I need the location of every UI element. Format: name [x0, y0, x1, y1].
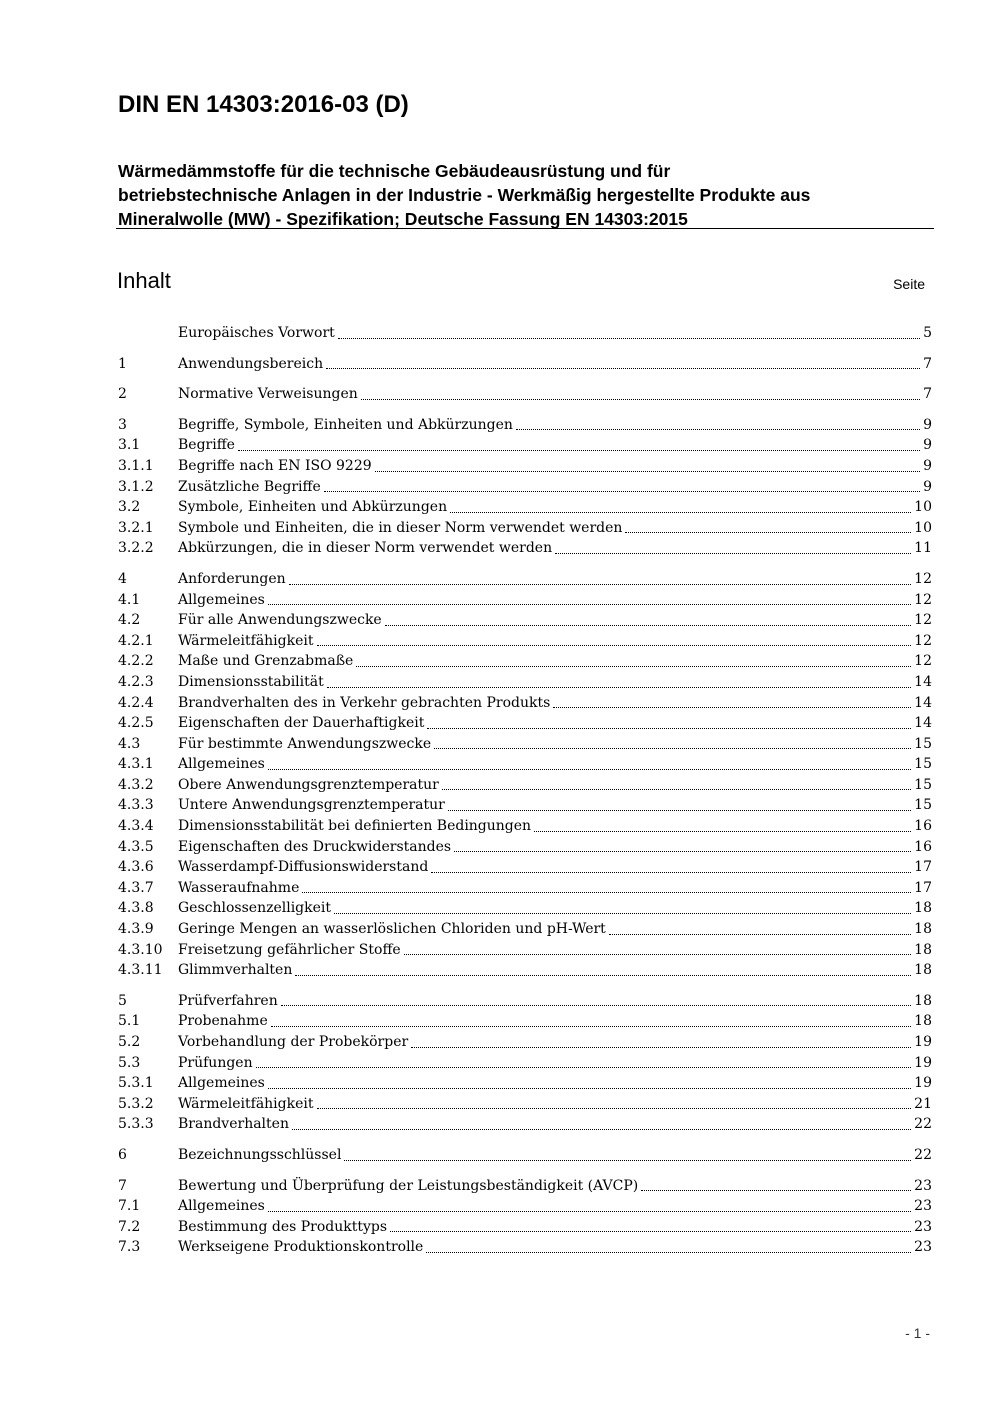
- toc-entry[interactable]: [118, 837, 932, 858]
- toc-dot-leader: [434, 734, 913, 755]
- toc-entry-title: Wasserdampf-Diffusionswiderstand: [178, 859, 429, 876]
- toc-entry-title: Geringe Mengen an wasserlöslichen Chloriden und pH-Wert: [178, 921, 606, 938]
- toc-entry[interactable]: [118, 651, 932, 672]
- toc-entry[interactable]: [118, 857, 932, 878]
- toc-entry-title: Dimensionsstabilität bei definierten Bedingungen: [178, 818, 532, 835]
- toc-dot-leader: [641, 1176, 913, 1197]
- toc-entry-page: 23: [914, 1218, 932, 1235]
- toc-entry-number: 7.1: [118, 1198, 141, 1215]
- toc-entry-page: 22: [914, 1146, 932, 1163]
- toc-entry-title: Prüfverfahren: [178, 992, 278, 1009]
- toc-entry[interactable]: [118, 754, 932, 775]
- toc-entry-page: 10: [914, 499, 932, 516]
- toc-section-group: [118, 991, 932, 1135]
- toc-entry[interactable]: [118, 1011, 932, 1032]
- toc-entry-page: 23: [914, 1198, 932, 1215]
- toc-entry-number: 4.3: [118, 735, 141, 752]
- toc-entry-page: 15: [914, 797, 932, 814]
- toc-entry-page: 15: [914, 776, 932, 793]
- toc-dot-leader: [256, 1053, 914, 1074]
- toc-entry-title: Bewertung und Überprüfung der Leistungsbeständigkeit (AVCP): [178, 1177, 639, 1194]
- toc-entry-number: 5.3: [118, 1054, 141, 1071]
- toc-dot-leader: [324, 477, 922, 498]
- toc-entry[interactable]: [118, 497, 932, 518]
- toc-entry[interactable]: [118, 1145, 932, 1166]
- toc-entry[interactable]: [118, 991, 932, 1012]
- document-title: DIN EN 14303:2016-03 (D): [118, 91, 409, 118]
- toc-entry-number: 1: [118, 355, 127, 372]
- toc-entry-title: Freisetzung gefährlicher Stoffe: [178, 941, 401, 958]
- toc-entry[interactable]: [118, 795, 932, 816]
- toc-entry-number: 5.3.1: [118, 1075, 154, 1092]
- toc-entry[interactable]: [118, 816, 932, 837]
- toc-section-group: [118, 384, 932, 405]
- toc-entry-number: 4.2.5: [118, 715, 154, 732]
- toc-entry[interactable]: [118, 590, 932, 611]
- toc-entry-number: 4.3.8: [118, 900, 154, 917]
- toc-entry-title: Allgemeines: [178, 1075, 265, 1092]
- toc-entry-number: 4.3.1: [118, 756, 154, 773]
- toc-entry-number: 4.2: [118, 612, 141, 629]
- toc-entry-page: 9: [923, 457, 932, 474]
- toc-heading: Inhalt: [117, 268, 171, 293]
- toc-entry-title: Allgemeines: [178, 591, 265, 608]
- toc-entry-title: Prüfungen: [178, 1054, 253, 1071]
- toc-dot-leader: [302, 878, 913, 899]
- toc-entry-page: 16: [914, 838, 932, 855]
- toc-entry-number: 3.1: [118, 437, 141, 454]
- toc-entry-number: 4.3.7: [118, 879, 154, 896]
- toc-entry-page: 9: [923, 437, 932, 454]
- toc-entry-page: 21: [914, 1095, 932, 1112]
- toc-dot-leader: [238, 435, 922, 456]
- toc-dot-leader: [516, 415, 922, 436]
- toc-entry-number: 3.2.2: [118, 540, 154, 557]
- toc-entry-number: 7: [118, 1177, 127, 1194]
- toc-entry-number: 5.3.2: [118, 1095, 154, 1112]
- toc-entry-title: Zusätzliche Begriffe: [178, 478, 321, 495]
- toc-entry-title: Bestimmung des Produkttyps: [178, 1218, 388, 1235]
- toc-entry-page: 19: [914, 1075, 932, 1092]
- toc-entry-title: Anwendungsbereich: [178, 355, 324, 372]
- toc-entry[interactable]: [118, 415, 932, 436]
- toc-entry-number: 3.2.1: [118, 519, 154, 536]
- toc-dot-leader: [555, 538, 913, 559]
- toc-entry-title: Wärmeleitfähigkeit: [178, 632, 314, 649]
- document-subtitle: Wärmedämmstoffe für die technische Gebäudeausrüstung und für betriebstechnische Anlagen in der Industrie - Werkmäßig hergestellte Produkte aus Mineralwolle (MW) - Spezifikation; Deutsche Fassung EN 14303:2015: [118, 161, 811, 229]
- toc-entry-page: 9: [923, 416, 932, 433]
- toc-entry[interactable]: [118, 1073, 932, 1094]
- toc-entry-title: Abkürzungen, die in dieser Norm verwendet werden: [178, 540, 553, 557]
- toc-entry-page: 19: [914, 1034, 932, 1050]
- toc-entry-page: 18: [914, 1013, 932, 1030]
- toc-entry-page: 23: [914, 1239, 932, 1256]
- toc-entry-title: Begriffe nach EN ISO 9229: [178, 457, 372, 474]
- toc-entry-page: 18: [914, 941, 932, 958]
- toc-entry[interactable]: [118, 1217, 932, 1238]
- toc-entry-page: 7: [923, 355, 932, 372]
- toc-entry-title: Anforderungen: [178, 570, 286, 587]
- toc-entry-title: Obere Anwendungsgrenztemperatur: [178, 776, 439, 793]
- toc-entry[interactable]: [118, 538, 932, 559]
- toc-entry-number: 5.1: [118, 1013, 141, 1030]
- toc-entry-title: Begriffe, Symbole, Einheiten und Abkürzungen: [178, 416, 513, 433]
- toc-section-group: [118, 1176, 932, 1258]
- toc-dot-leader: [338, 323, 922, 344]
- toc-dot-leader: [268, 1073, 913, 1094]
- toc-entry-title: Wärmeleitfähigkeit: [178, 1095, 314, 1112]
- toc-entry[interactable]: [118, 1032, 932, 1053]
- toc-dot-leader: [404, 940, 913, 961]
- toc-entry-page: 19: [914, 1054, 932, 1071]
- toc-entry-page: 23: [914, 1177, 932, 1194]
- toc-dot-leader: [317, 631, 914, 652]
- toc-entry-title: Symbole, Einheiten und Abkürzungen: [178, 499, 448, 516]
- toc-entry-page: 11: [914, 540, 932, 557]
- toc-section-group: [118, 569, 932, 981]
- toc-entry[interactable]: [118, 734, 932, 755]
- toc-dot-leader: [390, 1217, 913, 1238]
- toc-entry-title: Symbole und Einheiten, die in dieser Norm verwendet werden: [178, 519, 623, 536]
- toc-dot-leader: [411, 1032, 913, 1053]
- toc-entry-page: 14: [914, 694, 932, 711]
- toc-entry-number: 3.1.1: [118, 457, 154, 474]
- toc-entry-title: Europäisches Vorwort: [178, 325, 335, 341]
- toc-entry-number: 4.3.3: [118, 797, 154, 814]
- toc-entry[interactable]: [118, 354, 932, 375]
- toc-entry-title: Werkseigene Produktionskontrolle: [178, 1239, 424, 1256]
- toc-entry-page: 10: [914, 519, 932, 536]
- toc-entry-page: 12: [914, 570, 932, 587]
- toc-entry-page: 14: [914, 715, 932, 732]
- toc-entry[interactable]: [118, 1196, 932, 1217]
- toc-entry-number: 4.2.4: [118, 694, 154, 711]
- toc-dot-leader: [534, 816, 913, 837]
- toc-entry-number: 4.2.3: [118, 673, 154, 690]
- toc-entry-number: 2: [118, 386, 127, 403]
- toc-entry-number: 5.2: [118, 1034, 141, 1050]
- toc-entry[interactable]: [118, 477, 932, 498]
- table-of-contents: [118, 323, 932, 1268]
- toc-entry[interactable]: [118, 569, 932, 590]
- toc-dot-leader: [609, 919, 913, 940]
- toc-entry[interactable]: [118, 384, 932, 405]
- toc-entry-number: 4.3.5: [118, 838, 154, 855]
- toc-dot-leader: [454, 837, 913, 858]
- toc-page-column-label: Seite: [893, 276, 925, 292]
- toc-entry-number: 4.1: [118, 591, 141, 608]
- toc-entry[interactable]: [118, 878, 932, 899]
- toc-entry-number: 5.3.3: [118, 1116, 154, 1133]
- toc-entry-number: 4.3.2: [118, 776, 154, 793]
- toc-entry-title: Untere Anwendungsgrenztemperatur: [178, 797, 445, 814]
- toc-entry-title: Begriffe: [178, 437, 235, 454]
- toc-entry-title: Bezeichnungsschlüssel: [178, 1146, 342, 1163]
- toc-entry-page: 7: [923, 386, 932, 403]
- toc-entry-title: Allgemeines: [178, 1198, 265, 1215]
- toc-dot-leader: [334, 898, 913, 919]
- toc-entry[interactable]: [118, 1237, 932, 1258]
- toc-dot-leader: [327, 672, 913, 693]
- toc-entry-page: 9: [923, 478, 932, 495]
- toc-entry-title: Normative Verweisungen: [178, 386, 358, 403]
- toc-entry-number: 4: [118, 570, 127, 587]
- toc-entry[interactable]: [118, 919, 932, 940]
- toc-dot-leader: [268, 1196, 913, 1217]
- toc-entry[interactable]: [118, 713, 932, 734]
- toc-entry-page: 18: [914, 921, 932, 938]
- toc-entry-number: 4.2.2: [118, 653, 154, 670]
- toc-entry-page: 22: [914, 1116, 932, 1133]
- toc-entry-number: 4.3.10: [118, 941, 163, 958]
- toc-entry-title: Für bestimmte Anwendungszwecke: [178, 735, 432, 752]
- toc-dot-leader: [431, 857, 913, 878]
- toc-entry-page: 18: [914, 992, 932, 1009]
- toc-entry[interactable]: [118, 940, 932, 961]
- toc-entry-number: 6: [118, 1146, 127, 1163]
- toc-dot-leader: [344, 1145, 913, 1166]
- toc-dot-leader: [295, 960, 913, 981]
- toc-entry-title: Eigenschaften des Druckwiderstandes: [178, 838, 452, 855]
- toc-entry-page: 18: [914, 962, 932, 979]
- title-divider: [116, 228, 934, 229]
- toc-entry-page: 5: [923, 325, 932, 341]
- toc-dot-leader: [281, 991, 913, 1012]
- toc-entry-number: 7.2: [118, 1218, 141, 1235]
- toc-entry[interactable]: [118, 518, 932, 539]
- toc-entry-number: 4.3.11: [118, 962, 163, 979]
- toc-entry-page: 12: [914, 591, 932, 608]
- toc-dot-leader: [448, 795, 913, 816]
- toc-entry-page: 16: [914, 818, 932, 835]
- toc-section-group: [118, 323, 932, 344]
- toc-entry-title: Brandverhalten: [178, 1116, 289, 1133]
- toc-dot-leader: [356, 651, 913, 672]
- toc-entry-page: 12: [914, 612, 932, 629]
- toc-entry-title: Dimensionsstabilität: [178, 673, 324, 690]
- toc-entry-title: Geschlossenzelligkeit: [178, 900, 332, 917]
- toc-entry-number: 3.2: [118, 499, 141, 516]
- toc-dot-leader: [553, 693, 913, 714]
- toc-entry-page: 14: [914, 673, 932, 690]
- toc-entry[interactable]: [118, 693, 932, 714]
- toc-entry-title: Glimmverhalten: [178, 962, 293, 979]
- toc-dot-leader: [271, 1011, 913, 1032]
- toc-dot-leader: [442, 775, 913, 796]
- toc-dot-leader: [268, 754, 913, 775]
- toc-dot-leader: [292, 1114, 913, 1135]
- toc-entry[interactable]: [118, 323, 932, 344]
- toc-entry[interactable]: [118, 1176, 932, 1197]
- toc-entry-title: Brandverhalten des in Verkehr gebrachten Produkts: [178, 694, 551, 711]
- toc-entry[interactable]: [118, 898, 932, 919]
- toc-dot-leader: [268, 590, 913, 611]
- toc-entry[interactable]: [118, 456, 932, 477]
- toc-entry-page: 12: [914, 632, 932, 649]
- toc-section-group: [118, 354, 932, 375]
- toc-entry-title: Probenahme: [178, 1013, 268, 1030]
- toc-entry-title: Wasseraufnahme: [178, 879, 300, 896]
- toc-entry-title: Eigenschaften der Dauerhaftigkeit: [178, 715, 425, 732]
- toc-dot-leader: [427, 713, 913, 734]
- toc-entry-title: Vorbehandlung der Probekörper: [178, 1034, 409, 1050]
- footer-page-number: - 1 -: [905, 1325, 930, 1341]
- toc-entry[interactable]: [118, 1114, 932, 1135]
- toc-entry-number: 4.3.9: [118, 921, 154, 938]
- toc-entry-number: 4.2.1: [118, 632, 154, 649]
- toc-entry-number: 4.3.6: [118, 859, 154, 876]
- toc-dot-leader: [385, 610, 913, 631]
- toc-entry-page: 17: [914, 859, 932, 876]
- toc-dot-leader: [289, 569, 914, 590]
- toc-section-group: [118, 1145, 932, 1166]
- toc-entry[interactable]: [118, 1094, 932, 1115]
- toc-entry-page: 15: [914, 756, 932, 773]
- toc-entry-number: 3.1.2: [118, 478, 154, 495]
- toc-entry-page: 18: [914, 900, 932, 917]
- toc-dot-leader: [375, 456, 922, 477]
- toc-dot-leader: [426, 1237, 913, 1258]
- toc-dot-leader: [625, 518, 913, 539]
- toc-entry-number: 7.3: [118, 1239, 141, 1256]
- toc-entry[interactable]: [118, 610, 932, 631]
- toc-entry[interactable]: [118, 775, 932, 796]
- toc-entry-number: 3: [118, 416, 127, 433]
- toc-entry-page: 15: [914, 735, 932, 752]
- toc-dot-leader: [361, 384, 922, 405]
- toc-dot-leader: [450, 497, 913, 518]
- toc-dot-leader: [317, 1094, 914, 1115]
- toc-entry-number: 5: [118, 992, 127, 1009]
- toc-entry[interactable]: [118, 631, 932, 652]
- toc-entry-title: Maße und Grenzabmaße: [178, 653, 354, 670]
- toc-entry[interactable]: [118, 435, 932, 456]
- toc-section-group: [118, 415, 932, 559]
- toc-entry-title: Allgemeines: [178, 756, 265, 773]
- toc-entry-number: 4.3.4: [118, 818, 154, 835]
- toc-entry[interactable]: [118, 960, 932, 981]
- toc-entry-title: Für alle Anwendungszwecke: [178, 612, 382, 629]
- toc-dot-leader: [326, 354, 922, 375]
- toc-entry[interactable]: [118, 672, 932, 693]
- toc-entry-page: 17: [914, 879, 932, 896]
- toc-entry[interactable]: [118, 1053, 932, 1074]
- toc-entry-page: 12: [914, 653, 932, 670]
